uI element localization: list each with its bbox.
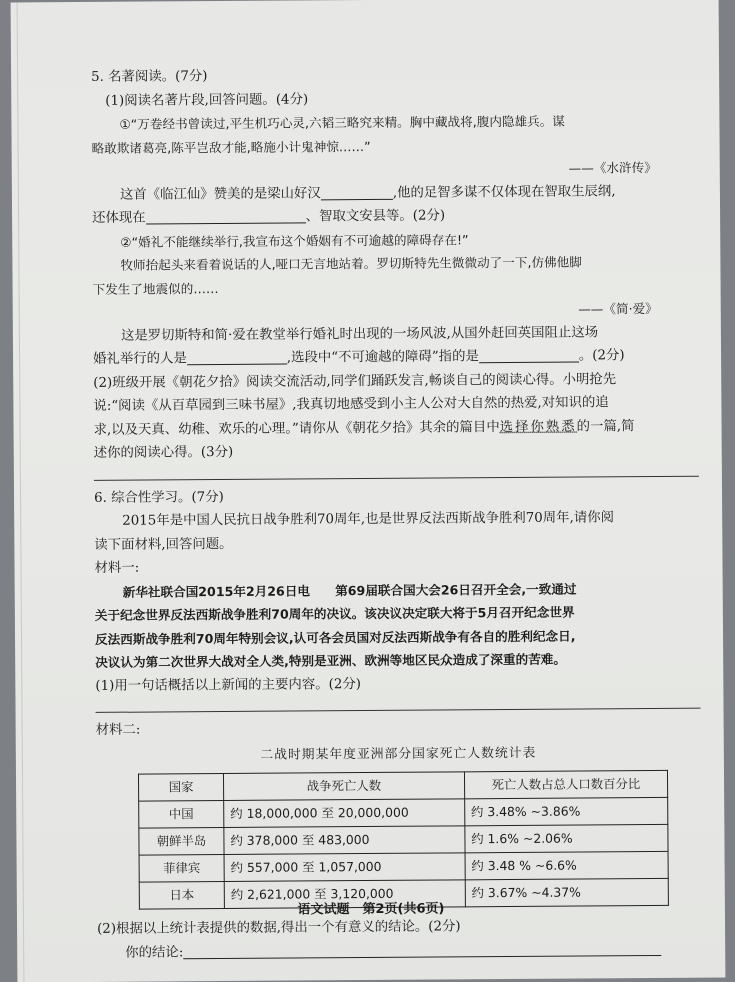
q5-question2-text-c: 。(2分)	[578, 348, 625, 364]
q6-conclusion-label: 你的结论:	[125, 944, 184, 961]
q5-part2-line2: 说:“阅读《从百草园到三味书屋》,我真切地感受到小主人公对大自然的热爱,对知识的追	[93, 395, 609, 414]
answer-blank-conclusion[interactable]	[183, 938, 661, 958]
table-cell-deaths: 约 378,000 至 483,000	[224, 826, 465, 855]
answer-line-news-summary[interactable]	[95, 696, 700, 713]
q5-question2-text-a: 婚礼举行的人是	[93, 351, 187, 367]
q6-material1-line4: 决议认为第二次世界大战对全人类,特别是亚洲、欧洲等地区民众造成了深重的苦难。	[95, 651, 567, 670]
q5-question1-text-a: 这首《临江仙》赞美的是梁山好汉	[119, 185, 321, 203]
q5-excerpt1-line1: ①“万卷经书曾读过,平生机巧心灵,六韬三略究来精。胸中藏战将,腹内隐雄兵。谋	[119, 113, 565, 132]
answer-blank-story[interactable]	[146, 206, 306, 224]
q5-part2-text-c: 的一篇,简	[576, 418, 635, 435]
table-row	[139, 851, 668, 882]
q5-source-jane-eyre: ——《简·爱》	[578, 300, 658, 317]
q5-part2-line4: 述你的阅读心得。(3分)	[93, 444, 234, 461]
page-footer: 语文试题 第2页(共6页)	[297, 901, 445, 918]
q6-subquestion2: (2)根据以上统计表提供的数据,得出一个有意义的结论。(2分)	[97, 919, 461, 937]
table-cell-country: 日本	[139, 882, 224, 910]
q5-excerpt2-line1: ②“婚礼不能继续举行,我宣布这个婚姻有不可逾越的障碍存在!”	[120, 231, 469, 250]
table-cell-percent: 约 3.48% ~3.86%	[464, 797, 667, 825]
q5-part2-text-a: 求,以及天真、幼稚、欢乐的心理。”请你从《朝花夕拾》其余的篇目中	[93, 419, 500, 438]
q5-part2-emphasis: 选择你熟悉	[499, 419, 577, 435]
table-header-percent: 死亡人数占总人口数百分比	[464, 770, 667, 798]
q6-intro-line1: 2015年是中国人民抗日战争胜利70周年,也是世界反法西斯战争胜利70周年,请你阅	[122, 510, 615, 529]
casualty-stats-table	[138, 770, 669, 910]
q5-part1-heading: (1)阅读名著片段,回答问题。(4分)	[105, 91, 309, 109]
table-cell-deaths: 约 557,000 至 1,057,000	[224, 853, 465, 882]
table-title: 二战时期某年度亚洲部分国家死亡人数统计表	[260, 745, 537, 763]
table-row	[139, 797, 668, 828]
q6-material2-label: 材料二:	[95, 722, 141, 738]
q6-conclusion-row	[97, 937, 702, 965]
q6-material1-line3: 反法西斯战争胜利70周年特别会议,认可各会员国对反法西斯战争有各自的胜利纪念日,	[94, 628, 576, 647]
q5-question1-line1	[92, 179, 697, 207]
answer-line-reading-notes[interactable]	[94, 463, 699, 480]
q5-question2-line2	[93, 344, 698, 372]
q5-part2-line3	[93, 414, 698, 442]
exam-content	[91, 62, 702, 965]
q5-excerpt2-line3: 下发生了地震似的……	[92, 280, 219, 297]
q6-intro-line2: 读下面材料,回答问题。	[94, 536, 233, 553]
q6-material1-line2: 关于纪念世界反法西斯战争胜利70周年的决议。该决议决定联大将于5月召开纪念世界	[94, 604, 575, 623]
table-header-deaths: 战争死亡人数	[223, 772, 464, 801]
table-cell-percent: 约 3.67% ~4.37%	[465, 878, 668, 906]
q5-question1-text-b: ,他的足智多谋不仅体现在智取生辰纲,	[392, 183, 616, 201]
q6-material1-line1: 新华社联合国2015年2月26日电 第69届联合国大会26日召开全会,一致通过	[122, 581, 577, 600]
exam-paper	[11, 0, 726, 982]
q5-source-shuihu: ——《水浒传》	[568, 159, 657, 176]
q5-excerpt1-line2: 略敢欺诸葛亮,陈平岂敌才能,略施小计鬼神惊……”	[91, 138, 371, 156]
q5-excerpt2-line2: 牧师抬起头来看着说话的人,哑口无言地站着。罗切斯特先生微微动了一下,仿佛他脚	[120, 254, 582, 273]
answer-blank-person[interactable]	[187, 348, 287, 366]
table-cell-country: 中国	[139, 801, 224, 829]
q6-material1-label: 材料一:	[94, 560, 140, 576]
q5-question1-text-d: 、智取文安县等。(2分)	[305, 208, 446, 225]
q6-subquestion1: (1)用一句话概括以上新闻的主要内容。(2分)	[95, 676, 361, 694]
table-cell-country: 菲律宾	[139, 855, 224, 883]
binding-margin-line	[17, 2, 25, 982]
q5-part2-line1: (2)班级开展《朝花夕拾》阅读交流活动,同学们踊跃发言,畅谈自己的阅读心得。小明抢先	[93, 371, 617, 391]
table-cell-percent: 约 3.48 % ~6.6%	[465, 851, 668, 879]
q5-question2-text-b: ,选段中“不可逾越的障碍”指的是	[286, 349, 479, 366]
q5-question1-text-c: 还体现在	[92, 210, 146, 226]
table-header-country: 国家	[138, 774, 223, 802]
table-header-row	[138, 770, 667, 801]
table-row	[139, 824, 668, 855]
answer-blank-obstacle[interactable]	[479, 346, 579, 364]
q5-title: 5. 名著阅读。(7分)	[91, 69, 208, 85]
q5-question2-line1: 这是罗切斯特和简·爱在教堂举行婚礼时出现的一场风波,从国外赶回英国阻止这场	[120, 324, 599, 344]
q6-title: 6. 综合性学习。(7分)	[93, 489, 224, 506]
table-cell-deaths: 约 2,621,000 至 3,120,000	[224, 880, 465, 909]
table-cell-percent: 约 1.6% ~2.06%	[465, 824, 668, 852]
table-cell-deaths: 约 18,000,000 至 20,000,000	[224, 799, 465, 828]
table-cell-country: 朝鲜半岛	[139, 828, 224, 856]
answer-blank-hero[interactable]	[321, 182, 393, 200]
